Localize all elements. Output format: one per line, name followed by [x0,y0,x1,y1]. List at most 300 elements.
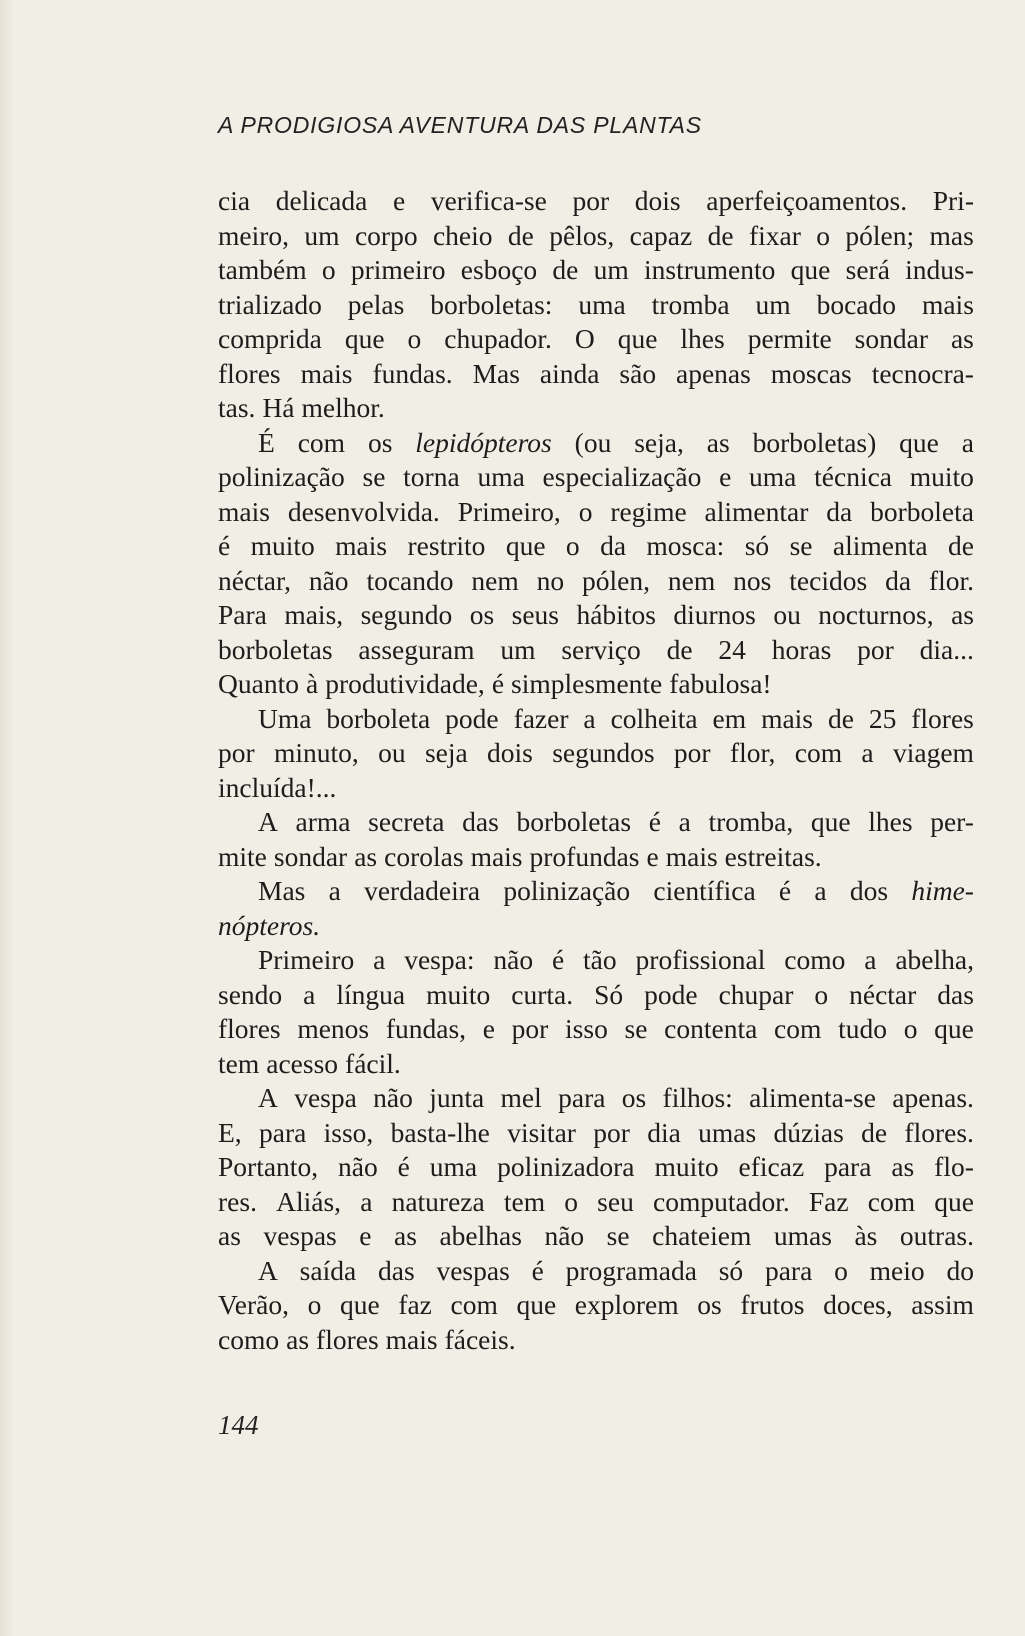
word: hime- [911,875,974,906]
word: É [258,426,275,458]
word: asseguram [358,633,475,665]
word: computador. [653,1185,790,1217]
word: tecnocra- [871,357,974,389]
text-line [218,495,974,530]
word: as [706,426,730,458]
word: uma [429,1151,478,1182]
word: os [367,426,393,458]
word: da [826,495,853,527]
word: vespas [436,1254,510,1286]
word: o [564,1185,579,1217]
word: e [719,461,732,492]
word: faz [398,1289,432,1320]
word: lepidópteros [415,426,552,458]
word: pólen, [582,564,651,596]
word: Portanto, [218,1151,319,1182]
word: uma [578,288,626,320]
word: mosca: [646,530,725,561]
word: será [845,254,890,285]
word: verdadeira [364,875,481,906]
word: o [321,254,336,285]
word: instrumento [644,254,776,285]
word: Só [594,978,624,1010]
word: delicada [275,185,368,216]
word: e [392,185,406,216]
text-line [218,1323,974,1358]
word: hábitos [576,599,656,630]
word: com [794,737,843,768]
word: um [500,633,536,665]
word: menos [297,1013,370,1044]
text-line [218,771,974,806]
word: mais, [284,599,344,630]
word: corolas [384,840,464,872]
word: os [469,599,495,630]
word: de [827,702,854,734]
word: a [861,737,874,768]
word: a [583,702,596,734]
word: nem [667,564,716,596]
word: com [774,1013,822,1044]
word: dois [487,737,533,768]
word: frutos [740,1289,805,1320]
word: Faz [808,1185,849,1217]
word: abelhas [439,1220,522,1251]
word: dos [849,875,889,906]
word: doces, [823,1289,893,1320]
word: apenas. [892,1082,974,1113]
text-line [218,529,974,564]
word: Aliás, [276,1185,342,1217]
word: filhos: [662,1082,733,1113]
word: a [864,944,877,975]
word: E, [218,1116,242,1148]
word: tromba [651,288,730,320]
word: língua [336,978,406,1010]
word: restrito [407,530,486,561]
word: fabulosa! [669,668,772,699]
text-line [218,1116,974,1151]
word: Pri- [932,185,974,216]
word: pêlos, [549,219,615,251]
word: acesso [266,1047,339,1079]
word: mais [665,840,718,872]
text-line [218,184,974,219]
word: ainda [539,357,600,389]
word: permite [747,323,832,354]
word: segundo [360,599,453,630]
word: borboletas) [752,426,877,458]
text-line [218,460,974,495]
word: produtividade, [325,668,485,699]
word: isso, [323,1116,374,1148]
word: mite [218,840,267,872]
word: mais [470,840,523,872]
word: flor. [928,564,974,596]
word: tas. [218,392,256,423]
word: o [834,1254,848,1286]
word: verifica-se [430,185,547,216]
word: das [462,806,499,837]
word: os [697,1289,722,1320]
word: flores [218,357,281,389]
word: em [712,702,747,734]
word: seus [511,599,560,630]
word: melhor. [301,392,385,423]
text-line [218,840,974,875]
word: é [218,530,231,561]
word: a [814,875,827,906]
word: umas [773,1220,832,1251]
word: esboço [460,254,538,285]
word: tromba, [708,806,794,837]
word: a [373,944,386,975]
word: é [531,1254,544,1286]
word: vespa [294,1082,357,1113]
word: meio [869,1254,925,1286]
word: curta. [511,978,574,1010]
word: mais [218,495,270,527]
word: que [344,323,385,354]
text-line [218,1254,974,1289]
word: são [619,357,657,389]
word: se [789,530,813,561]
word: vespas [263,1220,337,1251]
word: os [621,1082,647,1113]
word: chupador. [444,323,552,354]
word: pelas [347,288,405,320]
word: tem [218,1047,260,1079]
word: A [258,1082,278,1113]
word: isso [565,1013,608,1044]
word: de [861,1116,888,1148]
word: A [258,806,278,837]
word: lhes [868,806,913,837]
word: as [394,1220,417,1251]
word: que [516,1289,557,1320]
word: às [854,1220,878,1251]
word: por [572,185,610,216]
word: borboletas [516,806,632,837]
running-title: A PRODIGIOSA AVENTURA DAS PLANTAS [218,112,702,138]
text-line [218,253,974,288]
word: mas [929,219,974,251]
word: O [574,323,595,354]
word: que [934,1185,974,1217]
word: o [903,1013,918,1044]
word: da [600,530,627,561]
word: e [359,1220,372,1251]
text-line [218,1150,974,1185]
word: mais [761,702,814,734]
word: profundas [529,840,640,872]
page-edge-shadow [0,0,14,1636]
word: Uma [258,702,312,734]
word: é [491,668,505,699]
word: 24 [718,633,746,665]
text-line [218,633,974,668]
word: mel [500,1082,542,1113]
word: Quanto [218,668,299,699]
word: um [304,219,340,251]
word: o [578,495,593,527]
word: chupar [718,978,794,1010]
word: incluída!... [218,771,337,803]
word: tecidos [789,564,868,596]
word: pode [644,978,698,1010]
word: néctar [849,978,917,1010]
word: o [407,323,422,354]
text-line [218,1288,974,1323]
word: fácil. [345,1047,401,1079]
word: de [507,219,534,251]
word: borboletas [218,633,333,665]
word: nos [733,564,772,596]
word: só [718,1254,744,1286]
word: mais [921,288,974,320]
word: viagem [892,737,974,768]
word: seja, [634,426,684,458]
word: pólen; [845,219,915,251]
word: como [784,944,846,975]
word: Primeiro [258,944,355,975]
word: estreitas. [724,840,822,872]
text-line [218,322,974,357]
word: para [764,1254,813,1286]
word: visitar [507,1116,576,1148]
word: fáceis. [444,1323,516,1355]
word: Primeiro, [457,495,561,527]
word: minuto, [274,737,359,768]
word: junta [429,1082,485,1113]
word: científica [653,875,756,906]
word: do [946,1254,974,1286]
word: se [362,461,386,492]
word: ou [378,737,406,768]
word: no [536,564,565,596]
word: alimenta-se [749,1082,876,1113]
word: também [218,254,307,285]
word: é [551,944,565,975]
word: que [810,806,851,837]
word: chateiem [652,1220,752,1251]
word: fundas, [385,1013,467,1044]
text-line [218,598,974,633]
word: comprida [218,323,322,354]
word: per- [930,806,974,837]
word: o [814,978,829,1010]
text-line [218,288,974,323]
word: vespa: [404,944,475,975]
word: se [606,1220,630,1251]
word: para [259,1116,307,1148]
word: não [338,1151,378,1182]
word: por [857,633,894,665]
word: para [558,1082,606,1113]
word: é [648,806,661,837]
word: com [297,426,346,458]
word: torna [403,461,460,492]
word: (ou [574,426,612,458]
text-line [218,943,974,978]
word: a [360,1185,373,1217]
word: dia... [919,633,974,665]
word: res. [218,1185,257,1217]
word: mais [385,1323,438,1355]
word: horas [771,633,832,665]
word: flores [218,1013,281,1044]
text-line [218,391,974,426]
word: se [624,1013,648,1044]
word: segundos [552,737,655,768]
word: com [867,1185,916,1217]
word: serviço [561,633,641,665]
text-line [218,219,974,254]
word: cia [218,185,251,216]
word: flo- [934,1151,974,1182]
word: as [286,1323,310,1355]
word: é [397,1151,410,1182]
word: 25 [868,702,897,734]
word: é [778,875,792,906]
text-line [218,1047,974,1082]
word: mais [300,357,353,389]
text-line [218,357,974,392]
word: eficaz [738,1151,805,1182]
word: A [258,1254,278,1286]
body-text [218,184,974,1357]
word: de [947,530,974,561]
word: diurnos [673,599,756,630]
word: saída [299,1254,357,1286]
word: tocando [366,564,454,596]
word: as [951,599,974,630]
word: arma [295,806,351,837]
word: cheio [432,219,493,251]
text-line [218,909,974,944]
word: o [816,219,830,251]
word: com [450,1289,498,1320]
word: meiro, [218,219,290,251]
text-line [218,736,974,771]
word: não [373,1082,413,1113]
word: Para [218,599,267,630]
word: néctar, [218,564,291,596]
word: flor, [729,737,776,768]
word: não [308,564,349,596]
word: a [678,806,691,837]
word: contenta [664,1013,758,1044]
word: técnica [814,461,893,492]
word: aperfeiçoamentos. [706,185,908,216]
word: um [755,288,791,320]
word: colheita [610,702,698,734]
text-line [218,667,974,702]
word: polinizadora [497,1151,635,1182]
text-line [218,426,974,461]
word: assim [911,1289,974,1320]
word: tem [503,1185,546,1217]
word: Há [262,392,295,423]
word: flores [316,1323,379,1355]
word: borboletas: [430,288,553,320]
text-line [218,1012,974,1047]
word: sendo [218,978,283,1010]
word: e [646,840,659,872]
word: só [744,530,770,561]
text-line [218,702,974,737]
word: que [899,426,939,458]
word: alimentar [704,495,809,527]
word: borboleta [870,495,974,527]
word: polinização [503,875,631,906]
word: apenas [676,357,751,389]
word: borboleta [326,702,431,734]
word: abelha, [895,944,974,975]
word: dúzias [773,1116,844,1148]
word: que [790,254,831,285]
word: para [824,1151,872,1182]
word: as [218,1220,241,1251]
word: sondar [273,840,348,872]
word: por [593,1116,630,1148]
text-line [218,564,974,599]
page-number: 144 [218,1410,259,1440]
word: o [565,530,580,561]
word: basta-lhe [390,1116,490,1148]
word: trializado [218,288,322,320]
text-line [218,1185,974,1220]
word: ou [773,599,801,630]
word: corpo [354,219,418,251]
word: à [305,668,319,699]
word: da [885,564,912,596]
word: pode [445,702,499,734]
word: uma [477,461,525,492]
word: um [593,254,629,285]
word: umas [698,1116,757,1148]
word: fazer [513,702,569,734]
word: a [328,875,341,906]
word: lhes [680,323,725,354]
word: natureza [391,1185,485,1217]
word: profissional [635,944,766,975]
text-line [218,1081,974,1116]
word: programada [565,1254,697,1286]
word: bocado [816,288,897,320]
word: dois [634,185,681,216]
word: nocturnos, [818,599,934,630]
word: uma [749,461,797,492]
word: que [505,530,546,561]
word: das [937,978,974,1010]
word: nópteros. [218,909,321,941]
word: as [354,840,378,872]
word: muito [426,978,491,1010]
word: muito [654,1151,719,1182]
word: a [961,426,974,458]
word: especialização [542,461,702,492]
word: muito [250,530,315,561]
word: regime [610,495,687,527]
word: de [666,633,693,665]
word: dia [647,1116,681,1148]
word: as [950,323,974,354]
text-line [218,978,974,1013]
word: por [511,1013,549,1044]
word: tudo [838,1013,887,1044]
word: primeiro [350,254,446,285]
